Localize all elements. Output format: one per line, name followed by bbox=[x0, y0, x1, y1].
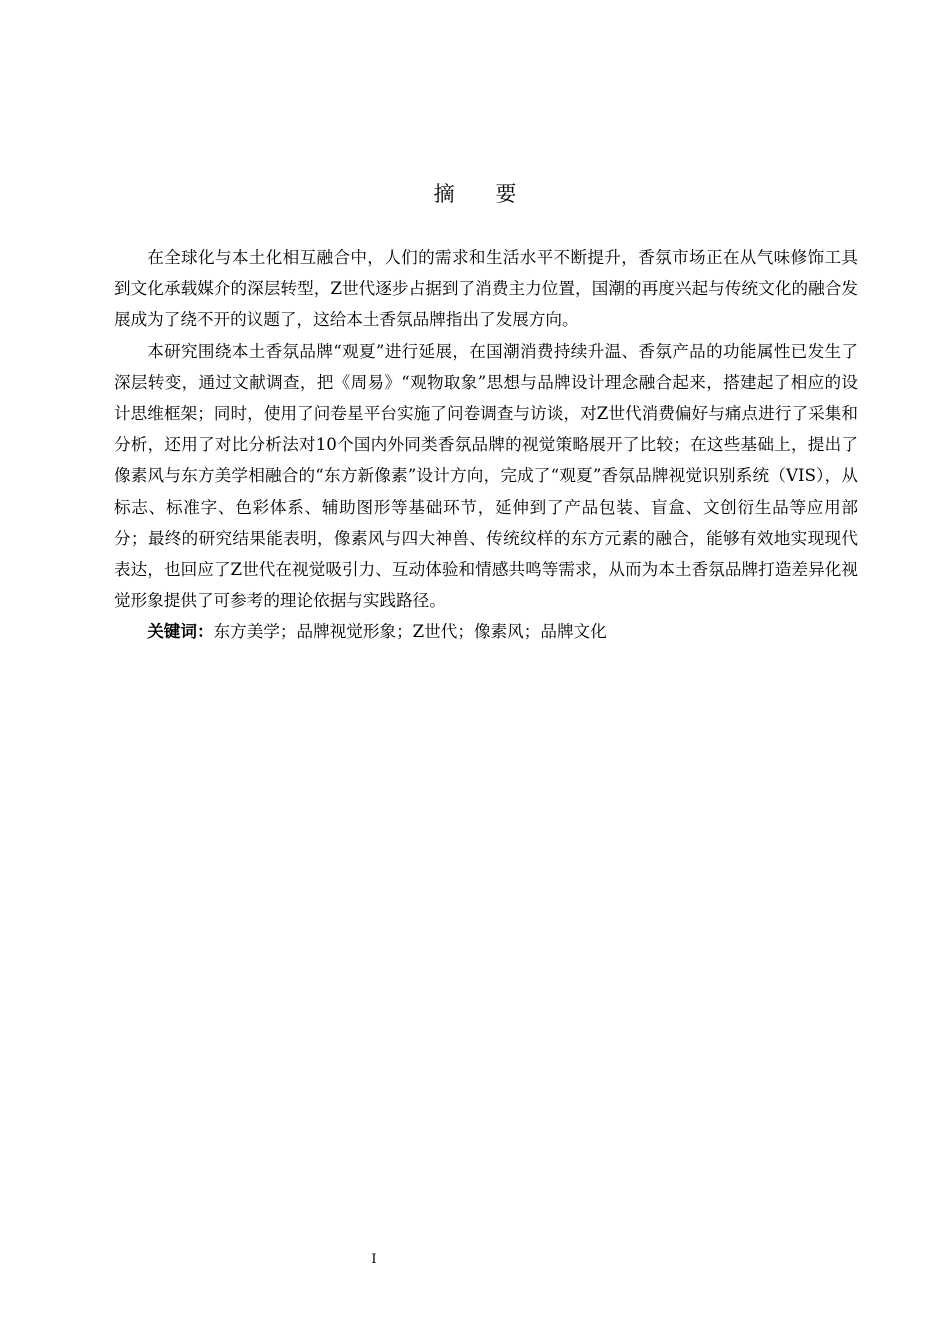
keywords-text: 东方美学；品牌视觉形象；Z世代；像素风；品牌文化 bbox=[213, 622, 607, 642]
abstract-heading: 摘 要 bbox=[433, 182, 534, 206]
abstract-body bbox=[114, 242, 858, 648]
keywords-label: 关键词： bbox=[147, 622, 214, 642]
keywords-line bbox=[114, 616, 858, 647]
abstract-paragraph-2: 本研究围绕本土香氛品牌“观夏”进行延展，在国潮消费持续升温、香氛产品的功能属性已发生了深层转变，通过文献调查，把《周易》“观物取象”思想与品牌设计理念融合起来，搭建起了相应的设计思维框架；同时，使用了问卷星平台实施了问卷调查与访谈，对Z世代消费偏好与痛点进行了采集和分析，还用了对比分析法对10个国内外同类香氛品牌的视觉策略展开了比较；在这些基础上，提出了像素风与东方美学相融合的“东方新像素”设计方向，完成了“观夏”香氛品牌视觉识别系统（VIS），从标志、标准字、色彩体系、辅助图形等基础环节，延伸到了产品包装、盲盒、文创衍生品等应用部分；最终的研究结果能表明，像素风与四大神兽、传统纹样的东方元素的融合，能够有效地实现现代表达，也回应了Z世代在视觉吸引力、互动体验和情感共鸣等需求，从而为本土香氛品牌打造差异化视觉形象提供了可参考的理论依据与实践路径。 bbox=[114, 341, 858, 611]
abstract-paragraph-1: 在全球化与本土化相互融合中，人们的需求和生活水平不断提升，香氛市场正在从气味修饰工具到文化承载媒介的深层转型，Z世代逐步占据到了消费主力位置，国潮的再度兴起与传统文化的融合发展成为了绕不开的议题了，这给本土香氛品牌指出了发展方向。 bbox=[114, 248, 858, 330]
page-number: I bbox=[371, 1252, 377, 1267]
